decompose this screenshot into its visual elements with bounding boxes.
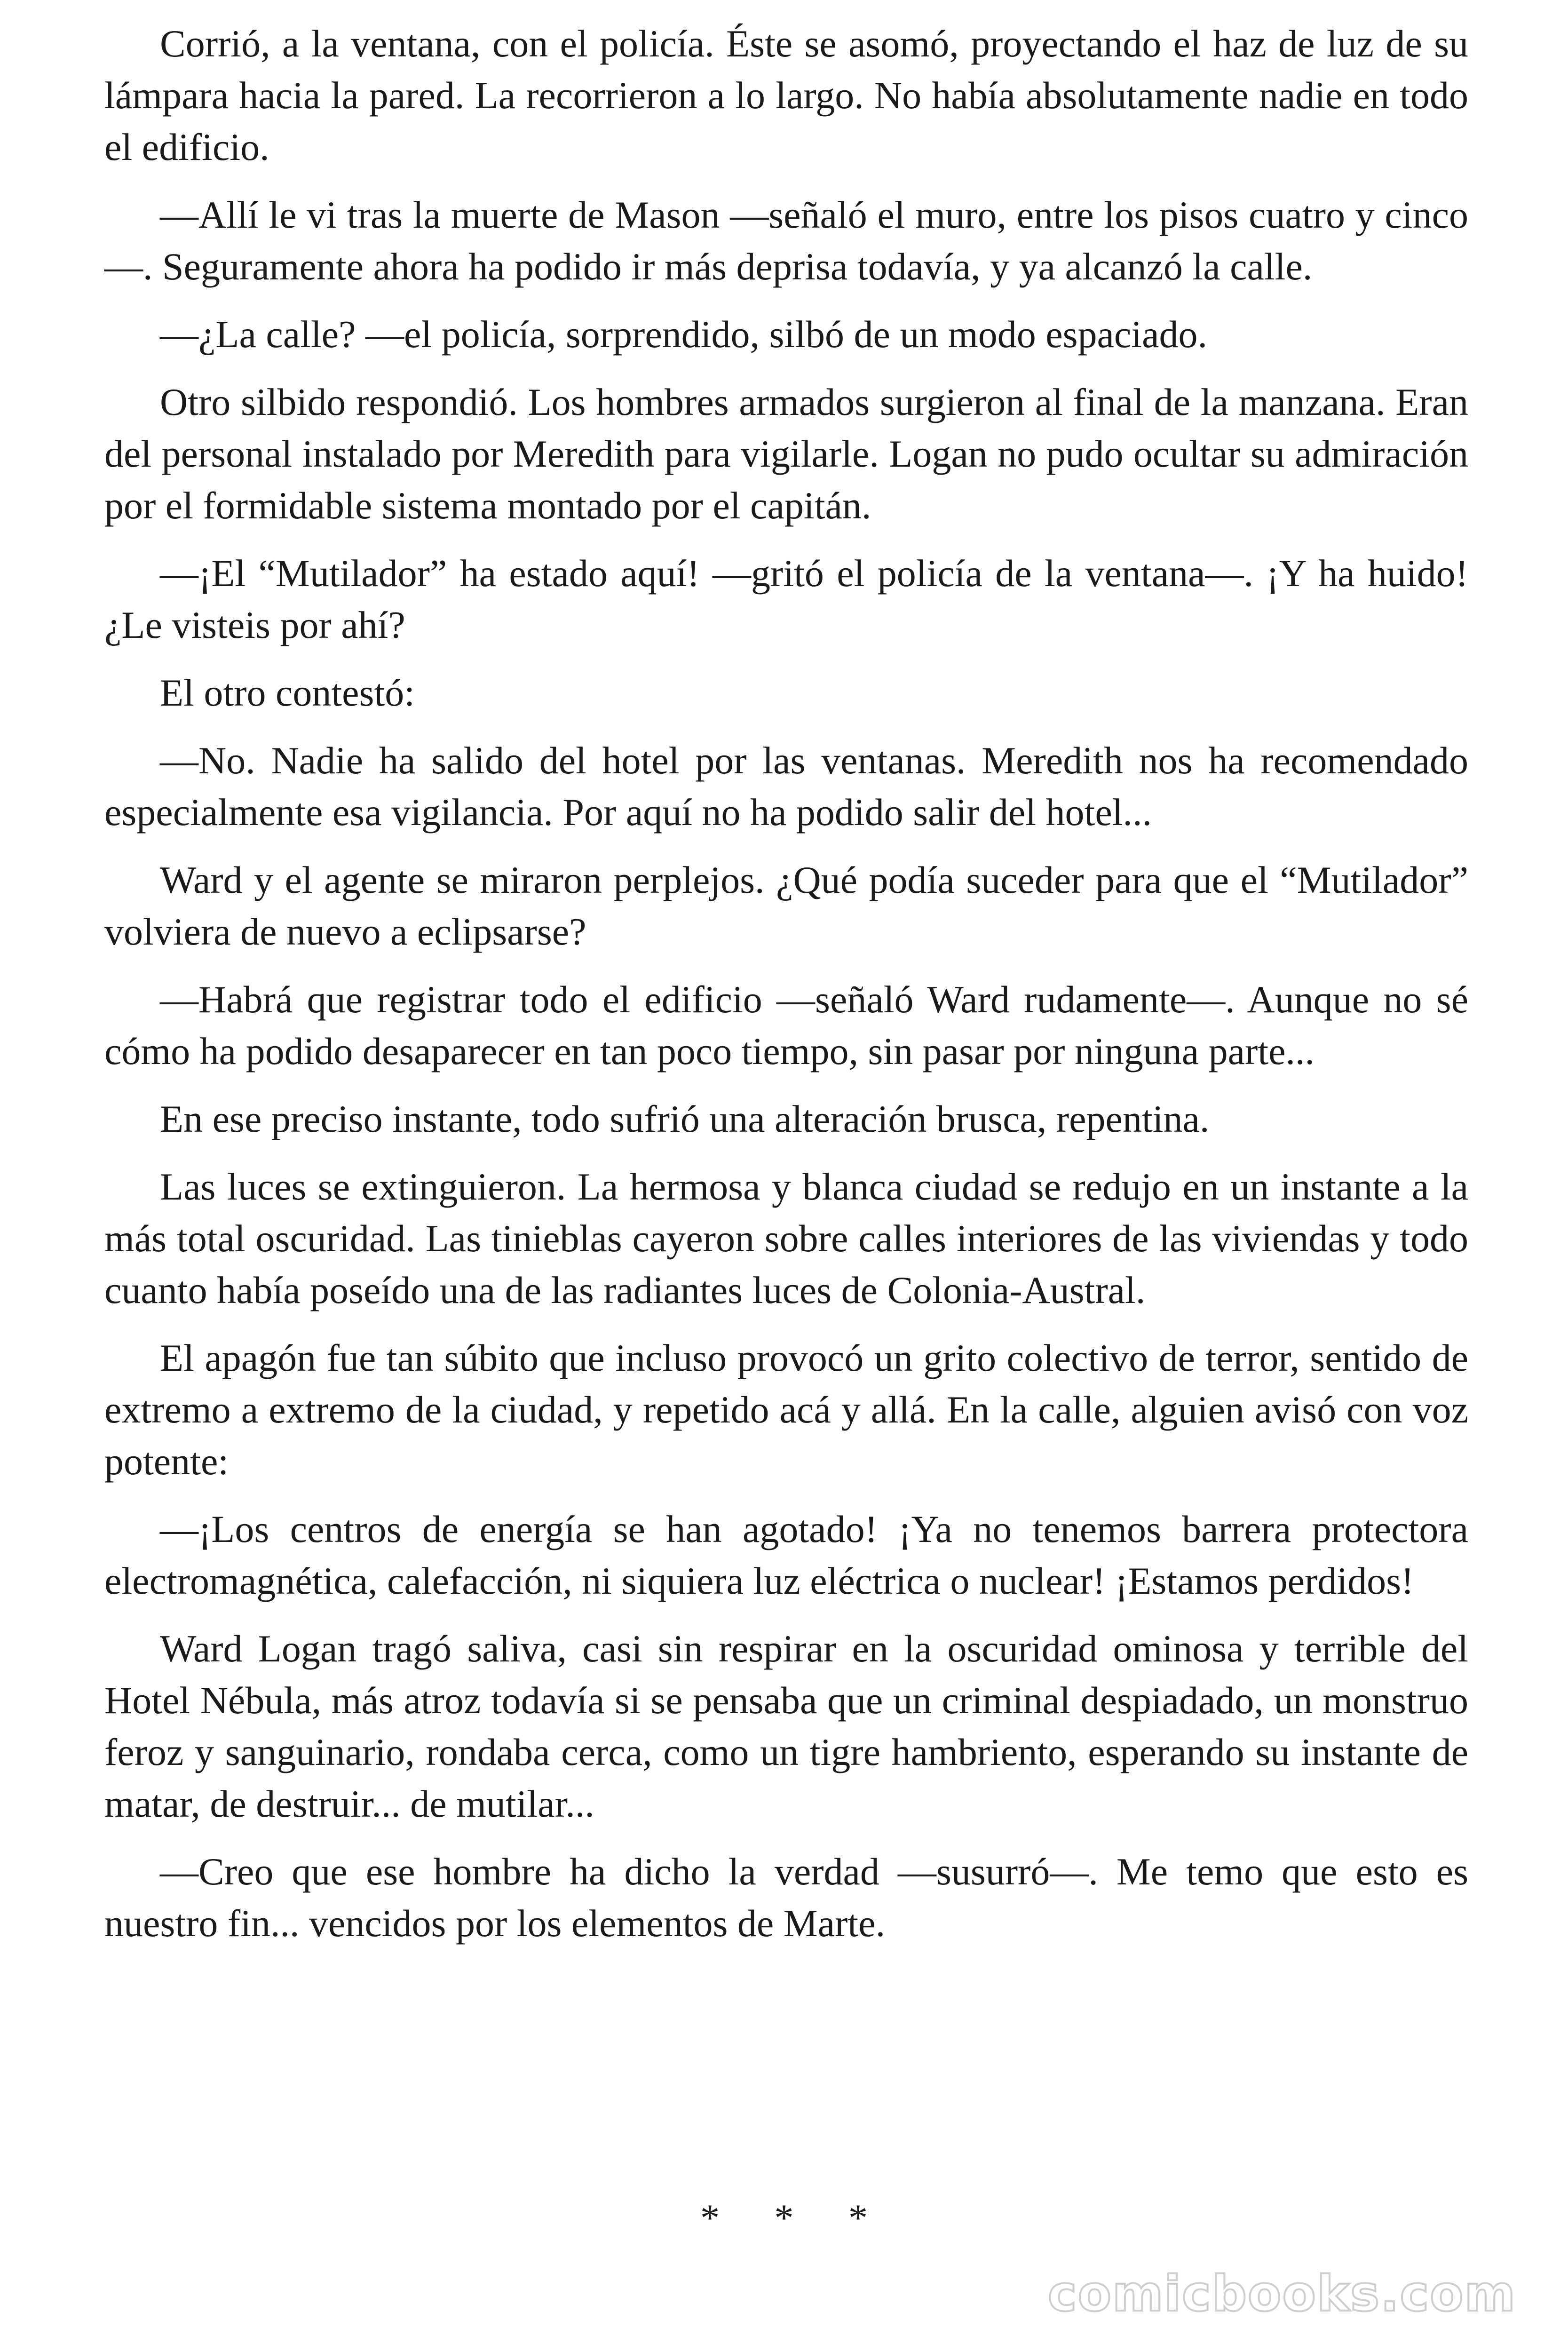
scene-break-asterisk: * bbox=[700, 2196, 720, 2239]
paragraph: Ward Logan tragó saliva, casi sin respirar en la oscuridad ominosa y terrible del Hotel Nébula, más atroz todavía si se pensaba que un criminal despiadado, un monstruo feroz y sanguinario, rondaba cerca, como un tigre hambriento, esperando su instante de matar, de destruir... de mutilar... bbox=[104, 1627, 1468, 1825]
body-text bbox=[104, 18, 1468, 1965]
watermark: comicbooks.com bbox=[1047, 2265, 1516, 2322]
paragraph: Ward y el agente se miraron perplejos. ¿Qué podía suceder para que el “Mutilador” volviera de nuevo a eclipsarse? bbox=[104, 858, 1468, 953]
paragraph: —¡Los centros de energía se han agotado! ¡Ya no tenemos barrera protectora electromagnética, calefacción, ni siquiera luz eléctrica o nuclear! ¡Estamos perdidos! bbox=[104, 1508, 1468, 1602]
paragraph: El apagón fue tan súbito que incluso provocó un grito colectivo de terror, sentido de extremo a extremo de la ciudad, y repetido acá y allá. En la calle, alguien avisó con voz potente: bbox=[104, 1336, 1468, 1483]
paragraph: Corrió, a la ventana, con el policía. Éste se asomó, proyectando el haz de luz de su lámpara hacia la pared. La recorrieron a lo largo. No había absolutamente nadie en todo el edificio. bbox=[104, 22, 1468, 168]
paragraph: —Allí le vi tras la muerte de Mason —señaló el muro, entre los pisos cuatro y cinco—. Seguramente ahora ha podido ir más deprisa todavía, y ya alcanzó la calle. bbox=[104, 193, 1468, 288]
paragraph: —Creo que ese hombre ha dicho la verdad —susurró—. Me temo que esto es nuestro fin... vencidos por los elementos de Marte. bbox=[104, 1850, 1468, 1945]
paragraph: El otro contestó: bbox=[160, 671, 415, 714]
scene-break-asterisk: * bbox=[774, 2196, 794, 2239]
paragraph: —Habrá que registrar todo el edificio —señaló Ward rudamente—. Aunque no sé cómo ha podido desaparecer en tan poco tiempo, sin pasar por ninguna parte... bbox=[104, 978, 1468, 1073]
paragraph: Otro silbido respondió. Los hombres armados surgieron al final de la manzana. Eran del personal instalado por Meredith para vigilarle. Logan no pudo ocultar su admiración por el formidable sistema montado por el capitán. bbox=[104, 381, 1468, 527]
paragraph: —No. Nadie ha salido del hotel por las ventanas. Meredith nos ha recomendado especialmente esa vigilancia. Por aquí no ha podido salir del hotel... bbox=[104, 739, 1468, 834]
paragraph: —¿La calle? —el policía, sorprendido, silbó de un modo espaciado. bbox=[160, 313, 1207, 356]
paragraph: Las luces se extinguieron. La hermosa y blanca ciudad se redujo en un instante a la más total oscuridad. Las tinieblas cayeron sobre calles interiores de las viviendas y todo cuanto había poseído una de las radiantes luces de Colonia-Austral. bbox=[104, 1165, 1468, 1311]
scene-break-asterisk: * bbox=[848, 2196, 868, 2239]
paragraph: —¡El “Mutilador” ha estado aquí! —gritó el policía de la ventana—. ¡Y ha huido! ¿Le visteis por ahí? bbox=[104, 552, 1468, 646]
scene-break bbox=[0, 2194, 1568, 2241]
paragraph: En ese preciso instante, todo sufrió una alteración brusca, repentina. bbox=[160, 1097, 1210, 1140]
